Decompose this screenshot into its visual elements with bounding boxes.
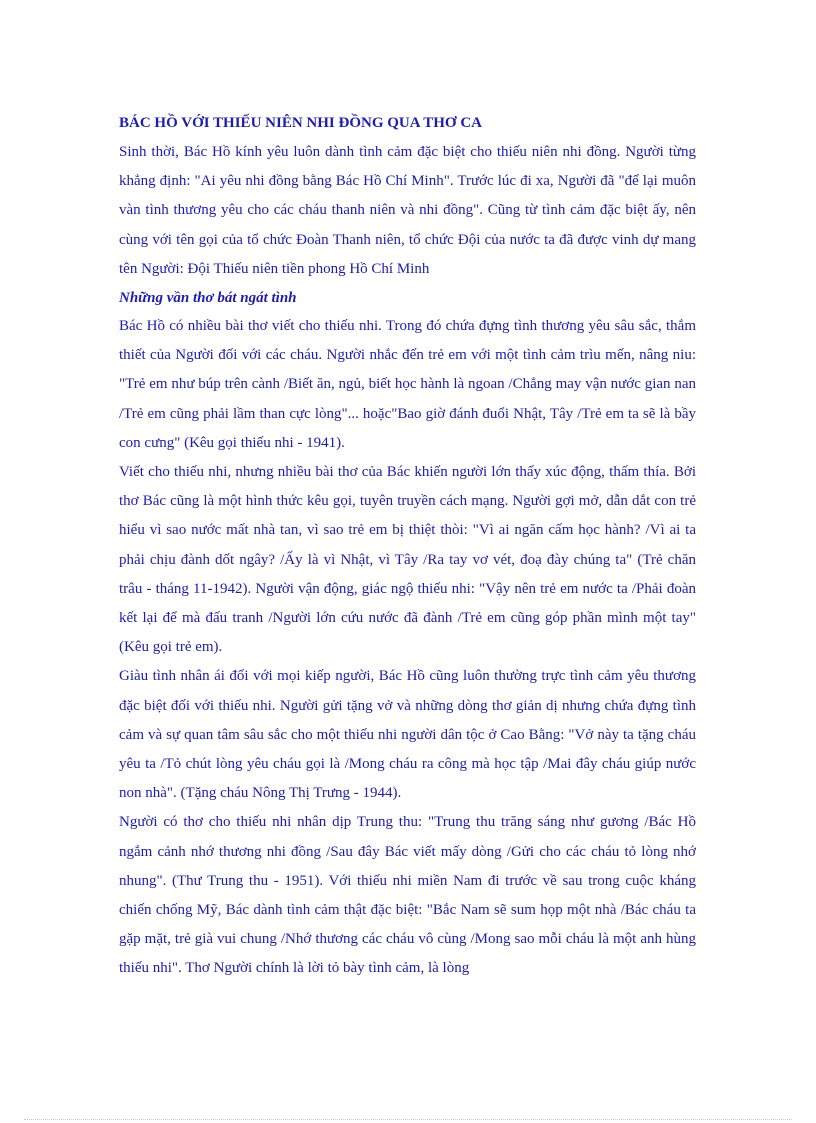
body-paragraph-4: Người có thơ cho thiếu nhi nhân dịp Trung thu: "Trung thu trăng sáng như gương /Bác Hồ ngắm cảnh nhớ thương nhi đồng /Sau đây Bác viết mấy dòng /Gửi cho các cháu tỏ lòng nhớ nhung". (Thư Trung thu - 1951). Với thiếu nhi miền Nam đi trước về sau trong cuộc kháng chiến chống Mỹ, Bác dành tình cảm thật đặc biệt: "Bắc Nam sẽ sum họp một nhà /Bác cháu ta gặp mặt, trẻ già vui chung /Nhớ thương các cháu vô cùng /Mong sao mỗi cháu là một anh hùng thiếu nhi". Thơ Người chính là lời tỏ bày tình cảm, là lòng (119, 814, 696, 977)
body-paragraph-1: Bác Hồ có nhiều bài thơ viết cho thiếu nhi. Trong đó chứa đựng tình thương yêu sâu sắc, thắm thiết của Người đối với các cháu. Người nhắc đến trẻ em với một tình cảm trìu mến, nâng niu: "Trẻ em như búp trên cành /Biết ăn, ngủ, biết học hành là ngoan /Chẳng may vận nước gian nan /Trẻ em cũng phải lầm than cực lòng"... hoặc"Bao giờ đánh đuổi Nhật, Tây /Trẻ em ta sẽ là bầy con cưng" (Kêu gọi thiếu nhi - 1941). (119, 318, 696, 451)
body-paragraph-2: Viết cho thiếu nhi, nhưng nhiều bài thơ của Bác khiến người lớn thấy xúc động, thấm thía. Bởi thơ Bác cũng là một hình thức kêu gọi, tuyên truyền cách mạng. Người gợi mở, dẫn dắt con trẻ hiểu vì sao nước mất nhà tan, vì sao trẻ em bị thiệt thòi: "Vì ai ngăn cấm học hành? /Vì ai ta phải chịu đành dốt ngây? /Ấy là vì Nhật, vì Tây /Ra tay vơ vét, đoạ đày chúng ta" (Trẻ chăn trâu - tháng 11-1942). Người vận động, giác ngộ thiếu nhi: "Vậy nên trẻ em nước ta /Phải đoàn kết lại để mà đấu tranh /Người lớn cứu nước đã đành /Trẻ em cũng góp phần mình một tay" (Kêu gọi trẻ em). (119, 464, 696, 656)
document-body (119, 112, 696, 984)
section-heading: Những vần thơ bát ngát tình (119, 290, 297, 307)
body-paragraph-3: Giàu tình nhân ái đối với mọi kiếp người, Bác Hồ cũng luôn thường trực tình cảm yêu thương đặc biệt đối với thiếu nhi. Người gửi tặng vở và những dòng thơ giản dị nhưng chứa đựng tình cảm và sự quan tâm sâu sắc cho một thiếu nhi người dân tộc ở Cao Bằng: "Vở này ta tặng cháu yêu ta /Tỏ chút lòng yêu cháu gọi là /Mong cháu ra công mà học tập /Mai đây cháu giúp nước non nhà". (Tặng cháu Nông Thị Trưng - 1944). (119, 668, 696, 802)
page-bottom-divider (24, 1119, 792, 1120)
intro-paragraph: Sinh thời, Bác Hồ kính yêu luôn dành tình cảm đặc biệt cho thiếu niên nhi đồng. Người từng khẳng định: "Ai yêu nhi đồng bằng Bác Hồ Chí Minh". Trước lúc đi xa, Người đã "để lại muôn vàn tình thương yêu cho các cháu thanh niên và nhi đồng". Cũng từ tình cảm đặc biệt ấy, nên cùng với tên gọi của tổ chức Đoàn Thanh niên, tổ chức Đội của nước ta đã được vinh dự mang tên Người: Đội Thiếu niên tiền phong Hồ Chí Minh (119, 144, 696, 277)
document-title: BÁC HỒ VỚI THIẾU NIÊN NHI ĐỒNG QUA THƠ CA (119, 115, 482, 131)
